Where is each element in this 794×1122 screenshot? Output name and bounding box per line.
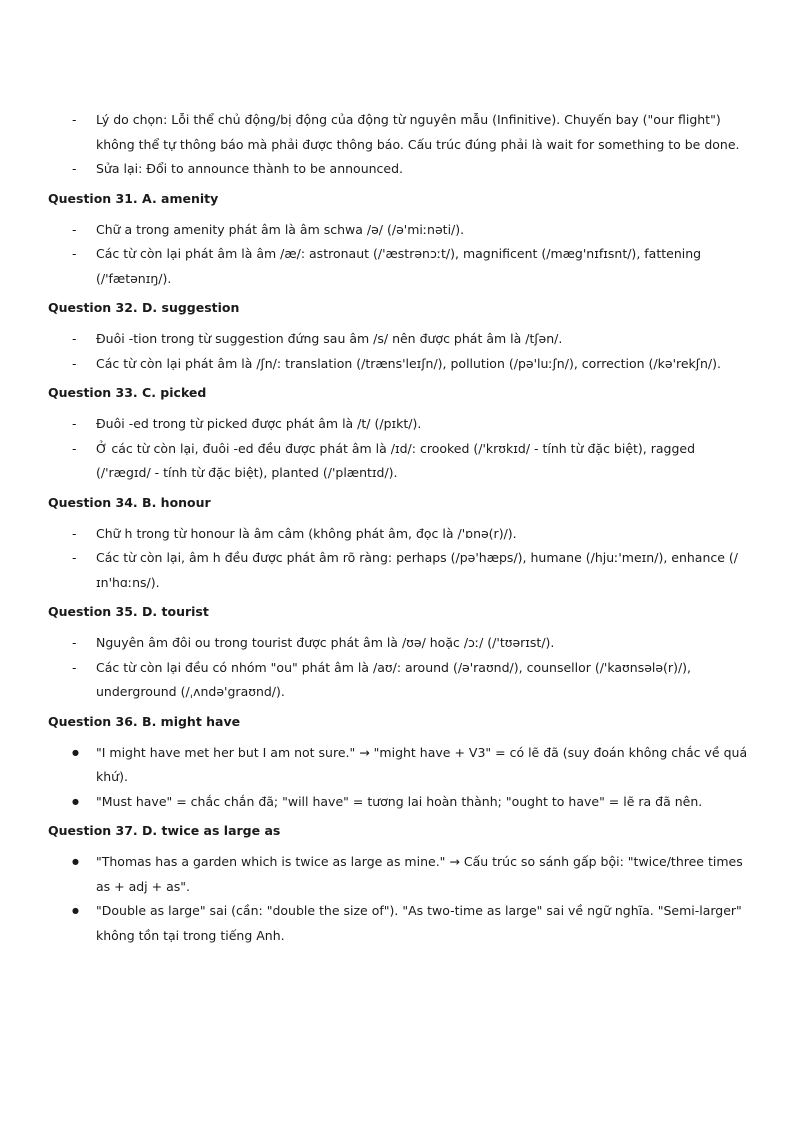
list-item: - Nguyên âm đôi ou trong tourist được phát âm là /ʊə/ hoặc /ɔː/ (/'tʊərɪst/). [48,631,748,656]
list-item: - Các từ còn lại, âm h đều được phát âm rõ ràng: perhaps (/pə'hæps/), humane (/hjuː'meɪn/), enhance (/ɪn'hɑːns/). [48,546,748,595]
question-heading: Question 32. D. suggestion [48,300,240,315]
question-explanation-list [48,327,748,376]
list-item: ● "Thomas has a garden which is twice as large as mine." → Cấu trúc so sánh gấp bội: "twice/three times as + adj + as". [48,850,748,899]
list-item: - Chữ h trong từ honour là âm câm (không phát âm, đọc là /'ɒnə(r)/). [48,522,748,547]
list-item: - Sửa lại: Đổi to announce thành to be announced. [48,157,748,182]
question-explanation-list [48,522,748,596]
list-item: - Các từ còn lại phát âm là /ʃn/: translation (/træns'leɪʃn/), pollution (/pə'luːʃn/), correction (/kə'rekʃn/). [48,352,748,377]
question-heading: Question 37. D. twice as large as [48,823,281,838]
question-heading: Question 34. B. honour [48,494,211,510]
list-item: ● "Double as large" sai (cần: "double the size of"). "As two-time as large" sai về ngữ nghĩa. "Semi-larger" không tồn tại trong tiếng Anh. [48,899,748,948]
question-explanation-list [48,631,748,705]
list-item: ● "Must have" = chắc chắn đã; "will have" = tương lai hoàn thành; "ought to have" = lẽ ra đã nên. [48,790,748,815]
questions-container [48,190,748,949]
list-item: - Ở các từ còn lại, đuôi -ed đều được phát âm là /ɪd/: crooked (/'krʊkɪd/ - tính từ đặc biệt), ragged (/'rægɪd/ - tính từ đặc biệt), planted (/'plæntɪd/). [48,437,748,486]
list-item: - Các từ còn lại đều có nhóm "ou" phát âm là /aʊ/: around (/ə'raʊnd/), counsellor (/'kaʊnsələ(r)/), underground (/ˌʌndə'graʊnd/). [48,656,748,705]
question-section [48,494,748,596]
question-section [48,190,748,292]
list-item: - Chữ a trong amenity phát âm là âm schwa /ə/ (/ə'miːnəti/). [48,218,748,243]
question-heading: Question 35. D. tourist [48,604,209,619]
question-explanation-list [48,218,748,292]
question-heading: Question 33. C. picked [48,385,207,400]
list-item: - Lý do chọn: Lỗi thể chủ động/bị động của động từ nguyên mẫu (Infinitive). Chuyến bay ("our flight") không thể tự thông báo mà phải được thông báo. Cấu trúc đúng phải là wait for something to be done. [48,108,748,157]
document-page [48,108,748,948]
question-section [48,713,748,815]
question-explanation-list [48,412,748,486]
question-explanation-list [48,850,748,948]
question-section [48,822,748,948]
question-section [48,299,748,376]
question-heading: Question 31. A. amenity [48,190,219,206]
list-item: ● "I might have met her but I am not sure." → "might have + V3" = có lẽ đã (suy đoán không chắc về quá khứ). [48,741,748,790]
list-item: - Các từ còn lại phát âm là âm /æ/: astronaut (/'æstrənɔːt/), magnificent (/mæg'nɪfɪsnt/), fattening (/'fætənɪŋ/). [48,242,748,291]
question-section [48,384,748,486]
list-item: - Đuôi -ed trong từ picked được phát âm là /t/ (/pɪkt/). [48,412,748,437]
list-item: - Đuôi -tion trong từ suggestion đứng sau âm /s/ nên được phát âm là /tʃən/. [48,327,748,352]
question-section [48,603,748,705]
question-heading: Question 36. B. might have [48,713,241,729]
question-explanation-list [48,741,748,815]
intro-list [48,108,748,182]
